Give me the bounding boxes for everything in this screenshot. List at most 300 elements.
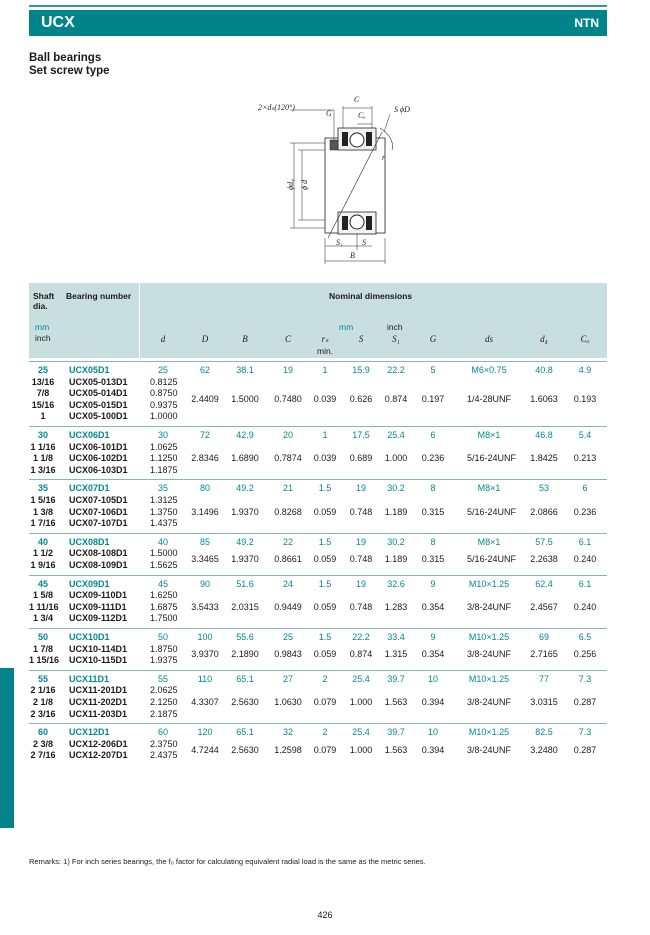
group-divider <box>29 426 607 427</box>
label-d: ϕ d <box>300 179 309 190</box>
metric-value: 9 <box>430 578 436 589</box>
inch-value: 0.7480 <box>274 394 302 404</box>
inch-value: 0.9449 <box>274 601 302 612</box>
inch-value: 3.3465 <box>191 554 219 565</box>
bearing-number-inch: UCX08-109D1 <box>69 560 128 570</box>
inch-value: 1.189 <box>384 506 408 517</box>
inch-value: 0.240 <box>573 601 597 612</box>
inch-value: 5/16-24UNF <box>467 506 517 517</box>
metric-value: 27 <box>282 673 293 684</box>
bearing-number-inch: UCX05-014D1 <box>69 388 128 399</box>
inch-value: 0.059 <box>313 506 337 517</box>
shaft-dia-mm: 45 <box>37 578 48 589</box>
inch-bore-d: 2.1875 <box>150 708 178 719</box>
shaft-dia-mm: 55 <box>37 673 48 684</box>
bearing-number-inch: UCX06-101D1 <box>69 441 128 452</box>
metric-value: 85 <box>199 536 210 547</box>
metric-value: 35 <box>157 483 168 494</box>
inch-bore-d: 2.4375 <box>150 750 178 761</box>
bearing-number-inch: UCX11-202D1 <box>69 697 128 707</box>
top-rule <box>29 5 607 7</box>
label-b: B <box>350 251 355 260</box>
shaft-dia-inch: 1 9/16 <box>30 560 56 570</box>
inch-bore-d: 2.1250 <box>150 697 178 707</box>
inch-value: 1.5000 <box>231 394 259 404</box>
inch-value: 0.354 <box>421 649 445 660</box>
column-header-5: S <box>358 334 364 344</box>
group-divider <box>29 575 607 576</box>
column-header-1: D <box>201 334 209 344</box>
metric-value: M10×1.25 <box>468 673 510 684</box>
bearing-number-inch: UCX11-203D1 <box>69 708 128 719</box>
metric-value: 1.5 <box>318 578 332 589</box>
inch-value: 0.059 <box>313 554 337 565</box>
inch-value: 0.193 <box>573 394 597 404</box>
metric-value: 2 <box>322 673 328 684</box>
inch-value: 0.236 <box>421 453 445 464</box>
bearing-diagram <box>250 88 425 270</box>
bearing-number-metric: UCX06D1 <box>69 430 110 440</box>
bearing-number-header: Bearing number <box>66 291 132 301</box>
inch-value: 0.626 <box>349 394 373 404</box>
metric-value: 1 <box>322 365 328 375</box>
inch-value: 0.748 <box>349 601 373 612</box>
metric-value: 55 <box>157 673 168 684</box>
column-header-10: Cₐ <box>580 334 590 344</box>
inch-value: 2.0866 <box>530 506 558 517</box>
inch-value: 0.059 <box>313 601 337 612</box>
metric-value: 25.4 <box>387 430 405 440</box>
inch-value: 0.8268 <box>274 506 302 517</box>
label-d4: ϕd₄ <box>286 179 295 190</box>
inch-value: 1.315 <box>384 649 408 660</box>
bearing-number-inch: UCX09-112D1 <box>69 613 128 624</box>
bearing-number-inch: UCX06-102D1 <box>69 453 128 464</box>
inch-bore-d: 1.0000 <box>150 411 178 422</box>
inch-value: 1.9370 <box>231 554 259 565</box>
shaft-dia-mm: 50 <box>37 632 48 642</box>
metric-value: 5 <box>430 365 436 375</box>
metric-value: 32.6 <box>387 578 405 589</box>
inch-bore-d: 1.3750 <box>150 506 178 517</box>
shaft-dia-inch: 1 5/8 <box>32 590 54 601</box>
metric-value: 22.2 <box>387 365 405 375</box>
inch-bore-d: 1.1250 <box>150 453 178 464</box>
page-title: UCX <box>41 14 75 31</box>
inch-value: 3/8-24UNF <box>467 697 512 707</box>
inch-bore-d: 2.3750 <box>150 738 178 749</box>
metric-value: 33.4 <box>387 632 405 642</box>
metric-value: 25.4 <box>352 727 370 738</box>
inch-value: 0.236 <box>573 506 597 517</box>
unit-inch-mid: inch <box>387 322 403 332</box>
inch-value: 0.874 <box>384 394 408 404</box>
metric-value: 65.1 <box>236 727 254 738</box>
shaft-dia-inch: 15/16 <box>31 399 55 410</box>
inch-value: 1.0630 <box>274 697 302 707</box>
shaft-dia-mm: 35 <box>37 483 48 494</box>
inch-value: 1/4-28UNF <box>467 394 512 404</box>
page-number: 426 <box>317 910 333 920</box>
metric-value: 21 <box>282 483 293 494</box>
group-divider <box>29 723 607 724</box>
metric-value: 60 <box>157 727 168 738</box>
bearing-number-inch: UCX12-206D1 <box>69 738 128 749</box>
shaft-dia-inch: 2 1/16 <box>30 685 56 696</box>
metric-value: 6 <box>582 483 588 494</box>
inch-value: 3/8-24UNF <box>467 601 512 612</box>
bearing-number-metric: UCX07D1 <box>69 483 110 494</box>
metric-value: 25 <box>282 632 293 642</box>
inch-value: 3/8-24UNF <box>467 744 512 755</box>
inch-value: 0.8661 <box>274 554 302 565</box>
inch-value: 2.0315 <box>231 601 259 612</box>
shaft-dia-inch: 1 5/16 <box>30 495 56 505</box>
metric-value: 39.7 <box>387 727 405 738</box>
metric-value: 110 <box>197 673 213 684</box>
metric-value: M8×1 <box>477 483 501 494</box>
metric-value: 24 <box>282 578 293 589</box>
metric-value: 19 <box>355 536 366 547</box>
inch-value: 0.9843 <box>274 649 302 660</box>
metric-value: 57.5 <box>535 536 553 547</box>
inch-value: 0.059 <box>313 649 337 660</box>
table-header <box>29 283 607 358</box>
shaft-dia-mm: 30 <box>37 430 48 440</box>
metric-value: 1.5 <box>318 483 332 494</box>
inch-bore-d: 1.7500 <box>150 613 178 624</box>
metric-value: 15.9 <box>352 365 370 375</box>
metric-value: M10×1.25 <box>468 578 510 589</box>
inch-value: 1.563 <box>384 744 408 755</box>
metric-value: 80 <box>199 483 210 494</box>
shaft-dia-inch: 1 7/8 <box>32 643 54 654</box>
bearing-number-inch: UCX05-100D1 <box>69 411 128 422</box>
group-divider <box>29 628 607 629</box>
bearing-number-inch: UCX06-103D1 <box>69 464 128 475</box>
metric-value: 8 <box>430 536 436 547</box>
bearing-number-metric: UCX08D1 <box>69 536 110 547</box>
bearing-number-inch: UCX09-111D1 <box>69 601 127 612</box>
column-header-4: rₛ <box>321 334 329 344</box>
bearing-number-inch: UCX10-114D1 <box>69 643 128 654</box>
metric-value: 30.2 <box>387 483 405 494</box>
column-header-8: ds <box>484 334 493 344</box>
inch-value: 0.039 <box>313 394 337 404</box>
shaft-dia-mm: 40 <box>37 536 48 547</box>
metric-value: M10×1.25 <box>468 632 510 642</box>
inch-value: 0.197 <box>421 394 445 404</box>
subtitle-line-1: Ball bearings <box>29 52 102 64</box>
side-tab <box>0 668 14 828</box>
inch-value: 4.7244 <box>191 744 219 755</box>
inch-value: 2.4567 <box>530 601 558 612</box>
bearing-number-inch: UCX12-207D1 <box>69 750 128 761</box>
metric-value: 50 <box>157 632 168 642</box>
inch-value: 2.1890 <box>231 649 259 660</box>
metric-value: 120 <box>197 727 213 738</box>
metric-value: 42.9 <box>236 430 254 440</box>
inch-value: 0.7874 <box>274 453 302 464</box>
bearing-number-metric: UCX12D1 <box>69 727 110 738</box>
bearing-number-inch: UCX08-108D1 <box>69 548 128 559</box>
metric-value: 22.2 <box>352 632 370 642</box>
metric-value: 4.9 <box>578 365 592 375</box>
metric-value: M6×0.75 <box>471 365 507 375</box>
bearing-number-metric: UCX11D1 <box>69 673 110 684</box>
inch-value: 0.354 <box>421 601 445 612</box>
bearing-number-inch: UCX05-013D1 <box>69 376 128 387</box>
metric-value: 20 <box>282 430 293 440</box>
shaft-header: Shaft dia. <box>33 291 55 311</box>
inch-bore-d: 1.8750 <box>150 643 178 654</box>
shaft-dia-mm: 60 <box>37 727 48 738</box>
column-header-3: C <box>284 334 291 344</box>
shaft-dia-inch: 7/8 <box>36 388 50 399</box>
metric-value: 45 <box>157 578 168 589</box>
inch-value: 1.000 <box>349 744 373 755</box>
metric-value: 53 <box>538 483 549 494</box>
shaft-dia-inch: 1 3/4 <box>32 613 54 624</box>
inch-bore-d: 1.6875 <box>150 601 178 612</box>
metric-value: 7.3 <box>578 727 592 738</box>
metric-value: 19 <box>282 365 293 375</box>
inch-value: 0.079 <box>313 697 337 707</box>
unit-inch-left: inch <box>35 333 51 343</box>
remark-note: Remarks: 1) For inch series bearings, the f₀ factor for calculating equivalent radial load is the same as the metric series. <box>29 857 426 866</box>
metric-value: 40 <box>157 536 168 547</box>
metric-value: 2 <box>322 727 328 738</box>
metric-value: 32 <box>282 727 293 738</box>
metric-value: 49.2 <box>236 483 254 494</box>
inch-value: 3.1496 <box>191 506 219 517</box>
inch-bore-d: 1.3125 <box>150 495 178 505</box>
shaft-dia-inch: 1 1/16 <box>30 441 56 452</box>
metric-value: 6.1 <box>578 536 592 547</box>
bearing-number-inch: UCX10-115D1 <box>69 655 128 666</box>
metric-value: 22 <box>282 536 293 547</box>
metric-value: M10×1.25 <box>468 727 510 738</box>
metric-value: 62 <box>199 365 210 375</box>
metric-value: 40.8 <box>535 365 553 375</box>
inch-value: 1.6890 <box>231 453 259 464</box>
inch-value: 1.000 <box>384 453 408 464</box>
min-label: min. <box>317 346 334 356</box>
metric-value: 5.4 <box>578 430 592 440</box>
label-c: C <box>354 95 360 104</box>
bearing-number-inch: UCX07-107D1 <box>69 518 128 529</box>
header-bar <box>29 10 607 36</box>
inch-value: 0.394 <box>421 697 445 707</box>
label-r: r <box>382 153 386 162</box>
inch-bore-d: 1.6250 <box>150 590 178 601</box>
metric-value: 25.4 <box>352 673 370 684</box>
shaft-dia-inch: 2 3/16 <box>30 708 56 719</box>
inch-value: 0.689 <box>349 453 373 464</box>
column-header-2: B <box>242 334 248 344</box>
inch-value: 1.000 <box>349 697 373 707</box>
inch-value: 2.2638 <box>530 554 558 565</box>
metric-value: 30.2 <box>387 536 405 547</box>
inch-value: 2.4409 <box>191 394 219 404</box>
inch-value: 1.563 <box>384 697 408 707</box>
metric-value: M8×1 <box>477 430 501 440</box>
group-divider <box>29 479 607 480</box>
metric-value: 17.5 <box>352 430 370 440</box>
inch-bore-d: 0.8125 <box>150 376 178 387</box>
inch-value: 4.3307 <box>191 697 219 707</box>
inch-value: 5/16-24UNF <box>467 453 517 464</box>
subtitle-line-2: Set screw type <box>29 65 110 77</box>
shaft-dia-inch: 1 <box>40 411 46 422</box>
metric-value: 46.8 <box>535 430 553 440</box>
bearing-number-inch: UCX11-201D1 <box>69 685 128 696</box>
metric-value: 7.3 <box>578 673 592 684</box>
inch-bore-d: 1.4375 <box>150 518 178 529</box>
bearing-number-inch: UCX07-106D1 <box>69 506 128 517</box>
shaft-dia-inch: 2 1/8 <box>32 697 54 707</box>
inch-value: 0.079 <box>313 744 337 755</box>
metric-value: 62.4 <box>535 578 553 589</box>
inch-value: 0.748 <box>349 506 373 517</box>
metric-value: 49.2 <box>236 536 254 547</box>
shaft-dia-mm: 25 <box>37 365 48 375</box>
metric-value: 25 <box>157 365 168 375</box>
inch-value: 2.5630 <box>231 744 259 755</box>
inch-bore-d: 1.5000 <box>150 548 178 559</box>
column-header-9: d₄ <box>540 334 548 344</box>
inch-value: 0.394 <box>421 744 445 755</box>
inch-bore-d: 1.0625 <box>150 441 178 452</box>
inch-value: 1.2598 <box>274 744 302 755</box>
group-divider <box>29 670 607 671</box>
label-s: S <box>362 238 366 247</box>
metric-value: 69 <box>538 632 549 642</box>
inch-value: 0.874 <box>349 649 373 660</box>
inch-value: 5/16-24UNF <box>467 554 517 565</box>
inch-value: 1.6063 <box>530 394 558 404</box>
shaft-dia-inch: 1 3/8 <box>32 506 54 517</box>
metric-value: 8 <box>430 483 436 494</box>
bearing-number-inch: UCX05-015D1 <box>69 399 128 410</box>
inch-bore-d: 1.9375 <box>150 655 178 666</box>
inch-value: 2.5630 <box>231 697 259 707</box>
metric-value: 38.1 <box>236 365 254 375</box>
shaft-dia-inch: 1 1/2 <box>32 548 54 559</box>
label-s1: S₁ <box>336 238 343 247</box>
inch-value: 0.748 <box>349 554 373 565</box>
inch-value: 0.315 <box>421 506 445 517</box>
inch-value: 3/8-24UNF <box>467 649 512 660</box>
shaft-dia-inch: 1 11/16 <box>29 601 59 612</box>
column-header-6: S₁ <box>392 334 400 344</box>
metric-value: 82.5 <box>535 727 553 738</box>
dimensions-table <box>29 283 607 851</box>
metric-value: 30 <box>157 430 168 440</box>
nominal-dimensions-header: Nominal dimensions <box>329 291 413 301</box>
inch-value: 0.039 <box>313 453 337 464</box>
metric-value: 10 <box>427 727 438 738</box>
label-ds: 2×dₛ(120°) <box>258 103 295 112</box>
metric-value: 19 <box>355 578 366 589</box>
bearing-number-inch: UCX09-110D1 <box>69 590 128 601</box>
group-divider <box>29 361 607 362</box>
shaft-dia-inch: 1 1/8 <box>32 453 54 464</box>
bearing-number-metric: UCX09D1 <box>69 578 110 589</box>
inch-value: 1.189 <box>384 554 408 565</box>
inch-value: 0.240 <box>573 554 597 565</box>
column-header-7: G <box>429 334 437 344</box>
metric-value: 90 <box>199 578 210 589</box>
inch-value: 1.283 <box>384 601 408 612</box>
metric-value: 1 <box>322 430 328 440</box>
inch-value: 0.315 <box>421 554 445 565</box>
label-ca: Cₐ <box>358 111 366 120</box>
brand-logo: NTN <box>574 16 599 30</box>
metric-value: 1.5 <box>318 632 332 642</box>
inch-value: 0.287 <box>573 744 597 755</box>
metric-value: M8×1 <box>477 536 501 547</box>
inch-bore-d: 1.1875 <box>150 464 178 475</box>
inch-bore-d: 2.0625 <box>150 685 178 696</box>
metric-value: 6.5 <box>578 632 592 642</box>
bearing-number-metric: UCX10D1 <box>69 632 110 642</box>
shaft-dia-inch: 1 3/16 <box>30 464 56 475</box>
metric-value: 39.7 <box>387 673 405 684</box>
bearing-number-metric: UCX05D1 <box>69 365 110 375</box>
metric-value: 77 <box>538 673 549 684</box>
inch-value: 0.256 <box>573 649 597 660</box>
label-g: G <box>326 109 332 118</box>
inch-bore-d: 1.5625 <box>150 560 178 570</box>
inch-value: 3.9370 <box>191 649 219 660</box>
metric-value: 100 <box>197 632 213 642</box>
inch-value: 3.0315 <box>530 697 558 707</box>
inch-value: 1.9370 <box>231 506 259 517</box>
metric-value: 51.6 <box>236 578 254 589</box>
metric-value: 1.5 <box>318 536 332 547</box>
unit-mm-left: mm <box>35 322 50 332</box>
inch-value: 3.2480 <box>530 744 558 755</box>
metric-value: 9 <box>430 632 436 642</box>
inch-value: 0.213 <box>573 453 597 464</box>
metric-value: 65.1 <box>236 673 254 684</box>
inch-value: 2.8346 <box>191 453 219 464</box>
unit-mm-mid: mm <box>339 322 354 332</box>
inch-value: 2.7165 <box>530 649 558 660</box>
bearing-number-inch: UCX07-105D1 <box>69 495 128 505</box>
inch-value: 1.8425 <box>530 453 558 464</box>
metric-value: 6.1 <box>578 578 592 589</box>
column-header-0: d <box>160 334 166 344</box>
metric-value: 6 <box>430 430 436 440</box>
group-divider <box>29 533 607 534</box>
inch-value: 0.287 <box>573 697 597 707</box>
metric-value: 55.6 <box>236 632 254 642</box>
metric-value: 10 <box>427 673 438 684</box>
metric-value: 19 <box>355 483 366 494</box>
shaft-dia-inch: 2 7/16 <box>30 750 56 761</box>
shaft-dia-inch: 1 7/16 <box>30 518 56 529</box>
shaft-dia-inch: 13/16 <box>31 376 55 387</box>
shaft-dia-inch: 2 3/8 <box>32 738 54 749</box>
section-subtitle <box>29 52 110 78</box>
inch-value: 3.5433 <box>191 601 219 612</box>
shaft-dia-inch: 1 15/16 <box>29 655 60 666</box>
metric-value: 72 <box>199 430 210 440</box>
inch-bore-d: 0.9375 <box>150 399 178 410</box>
label-sd: S ϕD <box>394 105 410 114</box>
